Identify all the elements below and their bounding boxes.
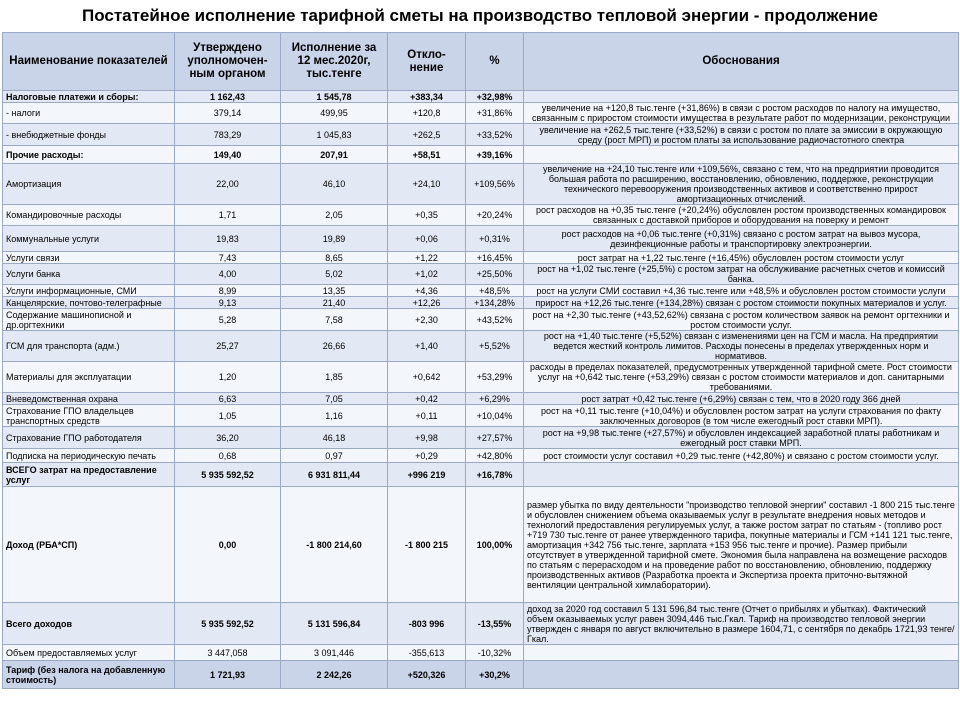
row-actual: 2,05	[281, 205, 388, 226]
row-percent: +42,80%	[466, 449, 524, 463]
row-reason: расходы в пределах показателей, предусмотренных утвержденной тарифной смете. Рост стоимости услуг на +0,642 тыс.тенге (+53,29%) связан с ростом стоимости материалов и доп. санитарными требованиями.	[524, 362, 959, 393]
row-name: Командировочные расходы	[3, 205, 175, 226]
row-name: Вневедомственная охрана	[3, 393, 175, 405]
row-actual: 5,02	[281, 264, 388, 285]
row-approved: 36,20	[175, 427, 281, 449]
table-row	[3, 405, 959, 427]
row-reason: рост на +9,98 тыс.тенге (+27,57%) и обусловлен индексацией заработной платы работникам и ежегодный рост ставки МРП.	[524, 427, 959, 449]
row-reason: рост расходов на +0,35 тыс.тенге (+20,24%) обусловлен ростом производственных командировок связанных с доставкой приборов и оборудования на поверку и ремонт	[524, 205, 959, 226]
row-name: Страхование ГПО владельцев транспортных средств	[3, 405, 175, 427]
row-deviation: +0,11	[388, 405, 466, 427]
row-percent: +31,86%	[466, 103, 524, 124]
row-name: - налоги	[3, 103, 175, 124]
table-row	[3, 285, 959, 297]
row-reason: прирост на +12,26 тыс.тенге (+134,28%) связан с ростом стоимости покупных материалов и услуг.	[524, 297, 959, 309]
table-row	[3, 205, 959, 226]
table-row	[3, 226, 959, 252]
header-approved: Утверждено уполномочен-ным органом	[175, 33, 281, 91]
row-percent: +30,2%	[466, 661, 524, 689]
row-deviation: -1 800 215	[388, 487, 466, 603]
row-percent: 100,00%	[466, 487, 524, 603]
table-row	[3, 463, 959, 487]
row-percent: +5,52%	[466, 331, 524, 362]
table-row	[3, 449, 959, 463]
row-name: Услуги информационные, СМИ	[3, 285, 175, 297]
row-percent: +39,16%	[466, 146, 524, 164]
row-percent: +109,56%	[466, 164, 524, 205]
row-reason: рост на +1,02 тыс.тенге (+25,5%) с ростом затрат на обслуживание расчетных счетов и комиссий банка.	[524, 264, 959, 285]
row-reason	[524, 645, 959, 661]
row-approved: 22,00	[175, 164, 281, 205]
row-actual: 1 545,78	[281, 91, 388, 103]
row-actual: 0,97	[281, 449, 388, 463]
row-approved: 0,00	[175, 487, 281, 603]
row-name: Услуги связи	[3, 252, 175, 264]
row-percent: +53,29%	[466, 362, 524, 393]
row-deviation: +120,8	[388, 103, 466, 124]
row-deviation: +24,10	[388, 164, 466, 205]
row-deviation: +9,98	[388, 427, 466, 449]
table-row	[3, 264, 959, 285]
row-name: Подписка на периодическую печать	[3, 449, 175, 463]
row-percent: +6,29%	[466, 393, 524, 405]
row-percent: +20,24%	[466, 205, 524, 226]
table-row	[3, 603, 959, 645]
row-percent: +16,45%	[466, 252, 524, 264]
row-actual: 3 091,446	[281, 645, 388, 661]
row-approved: 8,99	[175, 285, 281, 297]
row-approved: 9,13	[175, 297, 281, 309]
row-percent: +16,78%	[466, 463, 524, 487]
row-deviation: +1,02	[388, 264, 466, 285]
row-actual: 7,05	[281, 393, 388, 405]
row-name: Тариф (без налога на добавленную стоимость)	[3, 661, 175, 689]
row-percent: +48,5%	[466, 285, 524, 297]
row-percent: +10,04%	[466, 405, 524, 427]
table-row	[3, 427, 959, 449]
row-actual: 1,85	[281, 362, 388, 393]
table-row	[3, 661, 959, 689]
row-actual: 499,95	[281, 103, 388, 124]
row-actual: 21,40	[281, 297, 388, 309]
row-name: Доход (РБА*СП)	[3, 487, 175, 603]
table-row	[3, 309, 959, 331]
row-percent: -13,55%	[466, 603, 524, 645]
row-approved: 1,20	[175, 362, 281, 393]
row-actual: 2 242,26	[281, 661, 388, 689]
row-actual: 8,65	[281, 252, 388, 264]
row-reason: увеличение на +262,5 тыс.тенге (+33,52%) в связи с ростом по плате за эмиссии в окружающую среду (рост МРП) и ростом платы за использование радиочастотного спектра	[524, 124, 959, 146]
row-actual: 1 045,83	[281, 124, 388, 146]
row-reason: рост на услуги СМИ составил +4,36 тыс.тенге или +48,5% и обусловлен ростом стоимости услуги	[524, 285, 959, 297]
row-actual: 46,10	[281, 164, 388, 205]
row-approved: 0,68	[175, 449, 281, 463]
row-name: Объем предоставляемых услуг	[3, 645, 175, 661]
row-deviation: +383,34	[388, 91, 466, 103]
row-reason: увеличение на +24,10 тыс.тенге или +109,56%, связано с тем, что на предприятии проводится большая работа по расширению, восстановлению, обновлению, поддержке, реконструкции технического перевооружения производственных активов и соответственно прирост амортизационных отчислений.	[524, 164, 959, 205]
row-approved: 4,00	[175, 264, 281, 285]
table-row	[3, 103, 959, 124]
row-reason	[524, 146, 959, 164]
row-approved: 1 162,43	[175, 91, 281, 103]
row-actual: 207,91	[281, 146, 388, 164]
row-name: - внебюджетные фонды	[3, 124, 175, 146]
table-row	[3, 297, 959, 309]
row-actual: 19,89	[281, 226, 388, 252]
row-actual: 26,66	[281, 331, 388, 362]
row-approved: 1,71	[175, 205, 281, 226]
row-approved: 3 447,058	[175, 645, 281, 661]
row-deviation: +12,26	[388, 297, 466, 309]
row-deviation: +0,642	[388, 362, 466, 393]
tariff-table	[2, 32, 959, 689]
row-deviation: +262,5	[388, 124, 466, 146]
row-percent: -10,32%	[466, 645, 524, 661]
row-actual: 7,58	[281, 309, 388, 331]
table-row	[3, 645, 959, 661]
row-percent: +32,98%	[466, 91, 524, 103]
row-reason	[524, 463, 959, 487]
row-reason	[524, 661, 959, 689]
row-reason: рост затрат на +1,22 тыс.тенге (+16,45%) обусловлен ростом стоимости услуг	[524, 252, 959, 264]
row-deviation: +996 219	[388, 463, 466, 487]
row-actual: 6 931 811,44	[281, 463, 388, 487]
row-name: Всего доходов	[3, 603, 175, 645]
header-name: Наименование показателей	[3, 33, 175, 91]
table-row	[3, 362, 959, 393]
row-actual: 1,16	[281, 405, 388, 427]
row-percent: +27,57%	[466, 427, 524, 449]
table-row	[3, 91, 959, 103]
row-percent: +43,52%	[466, 309, 524, 331]
row-approved: 5,28	[175, 309, 281, 331]
row-deviation: +0,42	[388, 393, 466, 405]
row-actual: 46,18	[281, 427, 388, 449]
header-reason: Обоснования	[524, 33, 959, 91]
row-actual: 13,35	[281, 285, 388, 297]
row-name: Материалы для эксплуатации	[3, 362, 175, 393]
row-name: Налоговые платежи и сборы:	[3, 91, 175, 103]
row-reason: рост затрат +0,42 тыс.тенге (+6,29%) связан с тем, что в 2020 году 366 дней	[524, 393, 959, 405]
row-name: Содержание машинописной и др.оргтехники	[3, 309, 175, 331]
row-name: Амортизация	[3, 164, 175, 205]
row-reason: рост на +1,40 тыс.тенге (+5,52%) связан с изменениями цен на ГСМ и масла. На предприятии ведется жесткий контроль лимитов. Расходы понесены в пределах утвержденных норм и нормативов.	[524, 331, 959, 362]
table-row	[3, 331, 959, 362]
row-deviation: +1,40	[388, 331, 466, 362]
row-deviation: +1,22	[388, 252, 466, 264]
row-deviation: +2,30	[388, 309, 466, 331]
table-row	[3, 252, 959, 264]
table-row	[3, 393, 959, 405]
row-name: ВСЕГО затрат на предоставление услуг	[3, 463, 175, 487]
row-reason: доход за 2020 год составил 5 131 596,84 тыс.тенге (Отчет о прибылях и убытках). Фактический объем оказываемых услуг равен 3094,446 тыс.Гкал. Тариф на производство тепловой энергии утвержден с января по август включительно в размере 1604,71, с сентября по декабрь 1721,93 тенге/Гкал.	[524, 603, 959, 645]
header-percent: %	[466, 33, 524, 91]
header-actual: Исполнение за 12 мес.2020г, тыс.тенге	[281, 33, 388, 91]
row-actual: -1 800 214,60	[281, 487, 388, 603]
row-deviation: +58,51	[388, 146, 466, 164]
row-reason: увеличение на +120,8 тыс.тенге (+31,86%) в связи с ростом расходов по налогу на имущество, связанным с приростом стоимости имущества в результате работ по модернизации, реконструкции	[524, 103, 959, 124]
row-reason: рост на +0,11 тыс.тенге (+10,04%) и обусловлен ростом затрат на услуги страхования по факту заключенных договоров (в том числе ежегодный рост ставки МРП).	[524, 405, 959, 427]
row-name: Страхование ГПО работодателя	[3, 427, 175, 449]
table-row	[3, 146, 959, 164]
row-approved: 25,27	[175, 331, 281, 362]
table-row	[3, 124, 959, 146]
row-percent: +0,31%	[466, 226, 524, 252]
row-deviation: +520,326	[388, 661, 466, 689]
row-approved: 783,29	[175, 124, 281, 146]
row-deviation: -803 996	[388, 603, 466, 645]
row-deviation: -355,613	[388, 645, 466, 661]
row-percent: +134,28%	[466, 297, 524, 309]
row-percent: +25,50%	[466, 264, 524, 285]
row-deviation: +0,29	[388, 449, 466, 463]
row-deviation: +0,35	[388, 205, 466, 226]
table-row	[3, 487, 959, 603]
row-reason: рост стоимости услуг составил +0,29 тыс.тенге (+42,80%) и связано с ростом стоимости услуг.	[524, 449, 959, 463]
header-deviation: Откло-нение	[388, 33, 466, 91]
row-reason: рост на +2,30 тыс.тенге (+43,52,62%) связана с ростом количеством заявок на ремонт оргтехники и ростом стоимости услуг.	[524, 309, 959, 331]
page-title: Постатейное исполнение тарифной сметы на производство тепловой энергии - продолжение	[81, 6, 879, 25]
row-deviation: +4,36	[388, 285, 466, 297]
row-name: Канцелярские, почтово-телеграфные	[3, 297, 175, 309]
table-row	[3, 164, 959, 205]
row-name: Услуги банка	[3, 264, 175, 285]
row-approved: 5 935 592,52	[175, 603, 281, 645]
row-name: ГСМ для транспорта (адм.)	[3, 331, 175, 362]
row-approved: 19,83	[175, 226, 281, 252]
row-reason	[524, 91, 959, 103]
row-name: Коммунальные услуги	[3, 226, 175, 252]
row-reason: рост расходов на +0,06 тыс.тенге (+0,31%) связано с ростом затрат на вывоз мусора, дезинфекционные работы и транспортировку электроэнергии.	[524, 226, 959, 252]
row-reason: размер убытка по виду деятельности "производство тепловой энергии" составил -1 800 215 тыс.тенге и обусловлен снижением объема оказываемых услуг в результате внедрения новых методов и технологий предоставления регулируемых услуг, а также ростом затрат по статьям - (топливо рост +719 730 тыс.тенге от ранее утвержденного тарифа, покупные материалы и ГСМ +141 121 тыс.тенге, амортизация +342 756 тыс.тенге, зарплата +153 956 тыс.тенге и прочие). Размер прибыли отсутствует в утвержденной тарифной смете. Экономия была направлена на возмещение расходов по статьям с перерасходом и на проведение работ по восстановлению, обновлению, поддержку производственных активов (Разработка проекта и Экспертиза проекта приточно-вытяжной вентиляции центральной химлаборатории).	[524, 487, 959, 603]
row-approved: 149,40	[175, 146, 281, 164]
row-percent: +33,52%	[466, 124, 524, 146]
row-deviation: +0,06	[388, 226, 466, 252]
row-approved: 1,05	[175, 405, 281, 427]
row-actual: 5 131 596,84	[281, 603, 388, 645]
row-approved: 1 721,93	[175, 661, 281, 689]
row-approved: 5 935 592,52	[175, 463, 281, 487]
row-approved: 6,63	[175, 393, 281, 405]
row-name: Прочие расходы:	[3, 146, 175, 164]
row-approved: 379,14	[175, 103, 281, 124]
row-approved: 7,43	[175, 252, 281, 264]
